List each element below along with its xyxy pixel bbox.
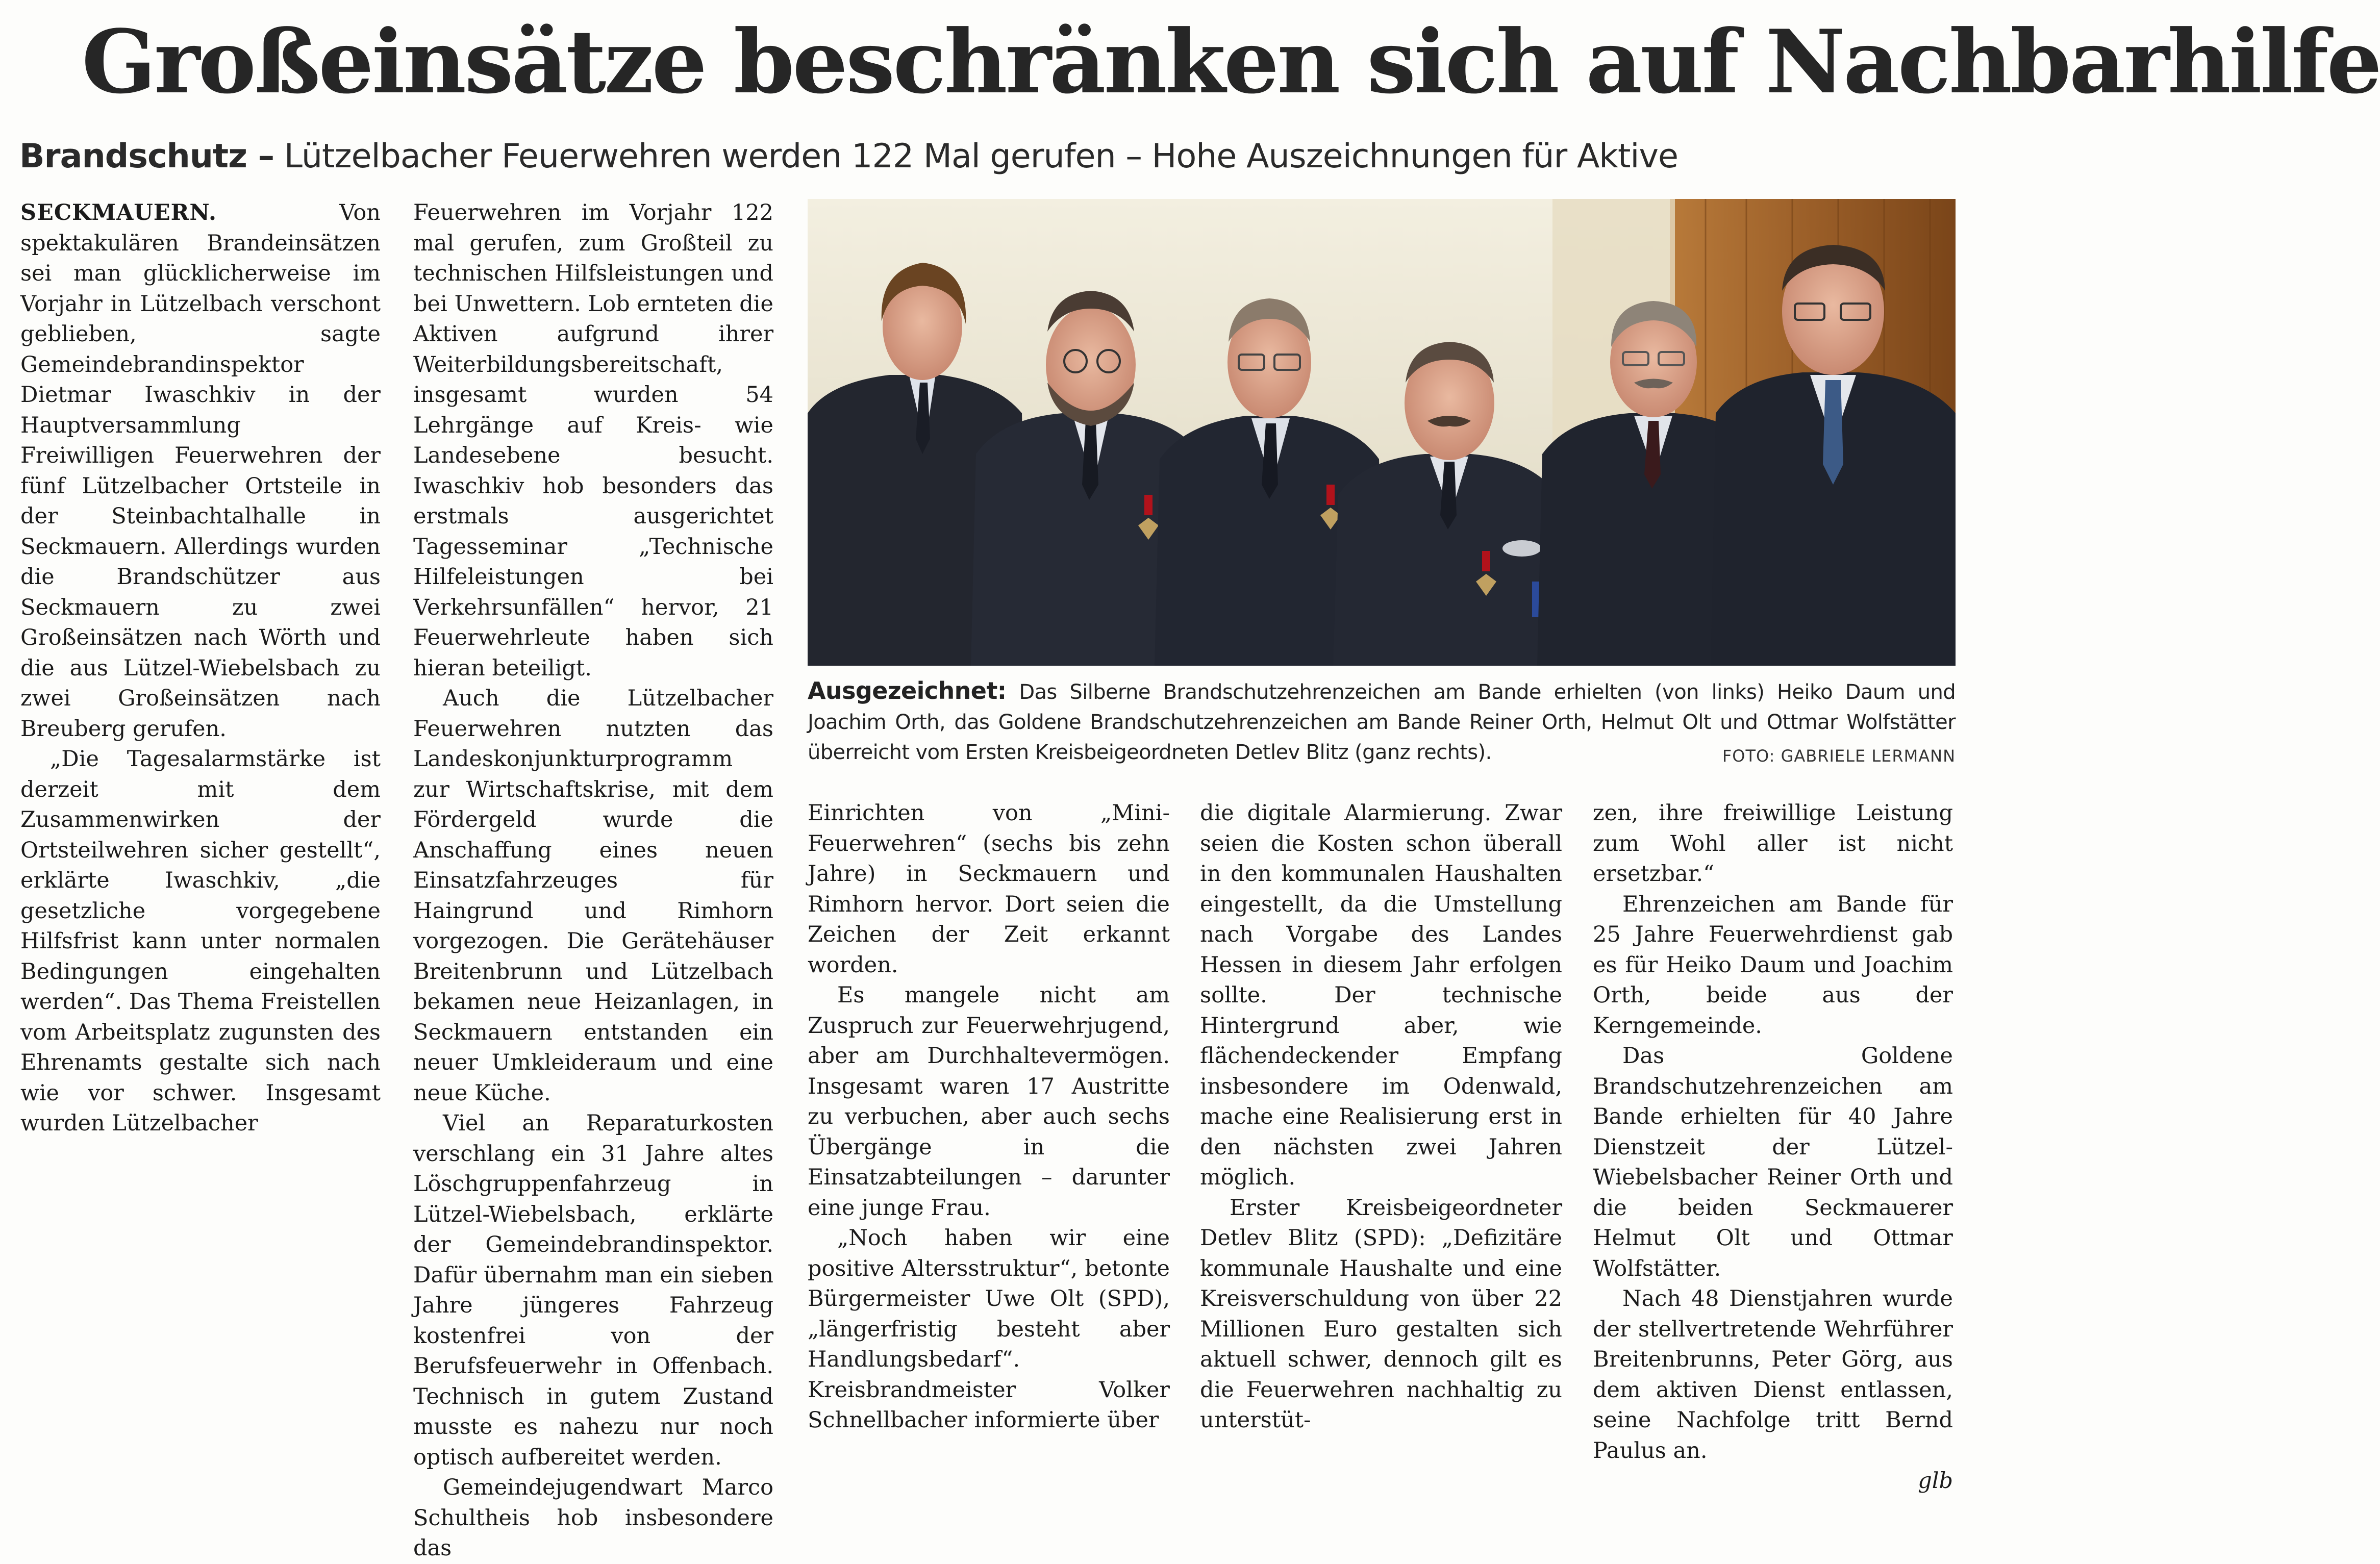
article-column-5 [1593,798,1953,1497]
paragraph-text: Von spektakulären Brandeinsätzen sei man glücklicherweise im Vorjahr in Lützelbach verschont geblieben, sagte Gemeindebrandinspektor Dietmar Iwaschkiv in der Hauptversammlung Freiwilligen Feuerwehren der fünf Lützelbacher Ortsteile in der Steinbachtalhalle in Seckmauern. Allerdings wurden die Brandschützer aus Seckmauern zu zwei Großeinsätzen nach Wörth und die aus Lützel-Wiebelsbach zu zwei Großeinsätzen nach Breuberg gerufen. [20,200,381,742]
paragraph: „Noch haben wir eine positive Altersstruktur“, betonte Bürgermeister Uwe Olt (SPD), „längerfristig besteht aber Handlungsbedarf“. Kreisbrandmeister Volker Schnellbacher informierte über [808,1225,1170,1433]
caption-text: Das Silberne Brandschutzehrenzeichen am Bande erhielten (von links) Heiko Daum und Joachim Orth, das Goldene Brandschutzehrenzeichen am Bande Reiner Orth, Helmut Olt und Ottmar Wolfstätter überreicht vom Ersten Kreisbeigeordneten Detlev Blitz (ganz rechts). [808,680,1956,764]
subhead-kicker: Brandschutz – [19,137,274,175]
photo-illustration [808,199,1956,666]
paragraph: die digitale Alarmierung. Zwar seien die Kosten schon überall in den kommunalen Haushalten eingestellt, da die Umstellung nach Vorgabe des Landes Hessen in diesem Jahr erfolgen sollte. Der technische Hintergrund aber, wie flächendeckender Empfang insbesondere im Odenwald, mache eine Realisierung erst in den nächsten zwei Jahren möglich. [1200,800,1562,1190]
paragraph: Nach 48 Dienstjahren wurde der stellvertretende Wehrführer Breitenbrunns, Peter Görg, aus dem aktiven Dienst entlassen, seine Nachfolge tritt Bernd Paulus an. [1593,1286,1953,1464]
caption-lead: Ausgezeichnet: [808,677,1007,704]
paragraph: Feuerwehren im Vorjahr 122 mal gerufen, zum Großteil zu technischen Hilfsleistungen und bei Unwettern. Lob ernteten die Aktiven aufgrund ihrer Weiterbildungsbereitschaft, insgesamt wurden 54 Lehrgänge auf Kreis- wie Landesebene besucht. Iwaschkiv hob besonders das erstmals ausgerichtet Tagesseminar „Technische Hilfeleistungen bei Verkehrsunfällen“ hervor, 21 Feuerwehrleute haben sich hieran beteiligt. [413,200,773,681]
dateline: SECKMAUERN. [20,200,217,225]
headline: Großeinsätze beschränken sich auf Nachbarhilfe [82,11,2380,113]
paragraph: Das Goldene Brandschutzehrenzeichen am Bande erhielten für 40 Jahre Dienstzeit der Lützel-Wiebelsbacher Reiner Orth und die beiden Seckmauerer Helmut Olt und Ottmar Wolfstätter. [1593,1043,1953,1281]
paragraph: Einrichten von „Mini-Feuerwehren“ (sechs bis zehn Jahre) in Seckmauern und Rimhorn hervor. Dort seien die Zeichen der Zeit erkannt worden. [808,800,1170,978]
article-column-3 [808,798,1170,1436]
news-photo [808,199,1956,666]
author-signature: glb [1918,1468,1953,1494]
paragraph: Auch die Lützelbacher Feuerwehren nutzten das Landeskonjunkturprogramm zur Wirtschaftskrise, mit dem Fördergeld wurde die Anschaffung eines neuen Einsatzfahrzeuges für Haingrund und Rimhorn vorgezogen. Die Gerätehäuser Breitenbrunn und Lützelbach bekamen neue Heizanlagen, in Seckmauern entstanden ein neuer Umkleideraum und eine neue Küche. [413,686,773,1106]
article-column-4 [1200,798,1562,1436]
subhead-text: Lützelbacher Feuerwehren werden 122 Mal gerufen – Hohe Auszeichnungen für Aktive [284,137,1678,175]
paragraph: „Die Tagesalarmstärke ist derzeit mit dem Zusammenwirken der Ortsteilwehren sicher gestellt“, erklärte Iwaschkiv, „die gesetzliche vorgegebene Hilfsfrist kann unter normalen Bedingungen eingehalten werden“. Das Thema Freistellen vom Arbeitsplatz zugunsten des Ehrenamts gestalte sich nach wie vor schwer. Insgesamt wurden Lützelbacher [20,746,381,1136]
paragraph: zen, ihre freiwillige Leistung zum Wohl aller ist nicht ersetzbar.“ [1593,800,1953,887]
article-column-2 [413,198,773,1564]
article-column-1 [20,198,381,1139]
paragraph [20,198,381,744]
paragraph: Viel an Reparaturkosten verschlang ein 31 Jahre altes Löschgruppenfahrzeug in Lützel-Wiebelsbach, erklärte der Gemeindebrandinspektor. Dafür übernahm man ein sieben Jahre jüngeres Fahrzeug kostenfrei von der Berufsfeuerwehr in Offenbach. Technisch in gutem Zustand musste es nahezu nur noch optisch aufbereitet werden. [413,1111,773,1470]
paragraph: Es mangele nicht am Zuspruch zur Feuerwehrjugend, aber am Durchhaltevermögen. Insgesamt waren 17 Austritte zu verbuchen, aber auch sechs Übergänge in die Einsatzabteilungen – darunter eine junge Frau. [808,982,1170,1221]
photo-credit: FOTO: GABRIELE LERMANN [1722,746,1956,766]
paragraph: Ehrenzeichen am Bande für 25 Jahre Feuerwehrdienst gab es für Heiko Daum und Joachim Orth, beide aus der Kerngemeinde. [1593,891,1953,1039]
paragraph: Gemeindejugendwart Marco Schultheis hob insbesondere das [413,1475,773,1561]
paragraph: Erster Kreisbeigeordneter Detlev Blitz (SPD): „Defizitäre kommunale Haushalte und eine Kreisverschuldung von über 22 Millionen Euro gestalten sich aktuell schwer, dennoch gilt es die Feuerwehren nachhaltig zu unterstüt- [1200,1195,1562,1433]
subheadline [19,134,1948,180]
